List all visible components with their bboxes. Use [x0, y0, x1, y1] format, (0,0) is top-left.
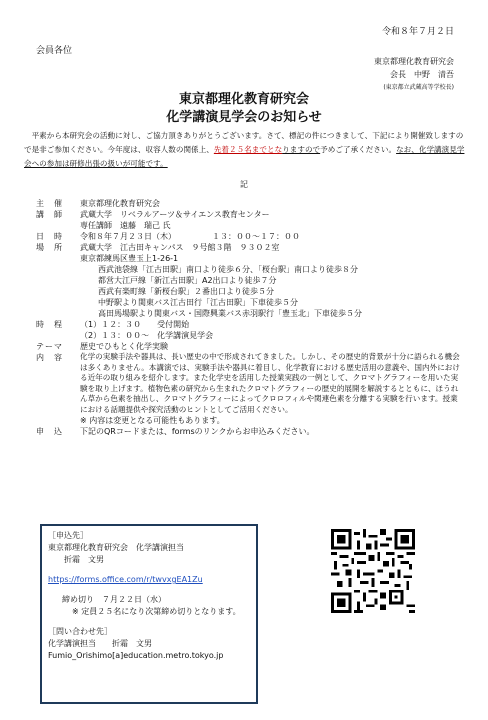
sender-block	[374, 55, 454, 94]
sender-note: (東京都立武蔵高等学校長)	[383, 84, 454, 91]
title-line-1: 東京都理化教育研究会	[178, 92, 309, 107]
application-org: 東京都理化教育研究会 化学講演担当	[48, 543, 184, 552]
intro-text-2: 予めご了承ください。	[320, 145, 397, 154]
apply-row	[36, 426, 464, 437]
access-line: 西武池袋線「江古田駅」南口より徒歩６分、「桜台駅」南口より徒歩８分	[98, 265, 358, 274]
inquiry-person: 化学講演担当 折霜 文男	[48, 639, 152, 648]
place-label: 場 所	[36, 243, 63, 252]
intro-training-notice: なお、化学講演見学会への参加は研修出張の扱いが可能です。	[24, 145, 465, 168]
content-note: ※ 内容は変更となる可能性もあります。	[80, 416, 225, 425]
intro-paragraph	[24, 129, 470, 171]
event-details	[36, 198, 464, 437]
ki-heading: 記	[240, 180, 248, 189]
place-row	[36, 242, 464, 253]
schedule-item-2: （2）１３：００～ 化学講演見学会	[80, 331, 214, 340]
sponsor-value: 東京都理化教育研究会	[80, 199, 160, 208]
lecturer-name: 専任講師 遠藤 瑞己 氏	[80, 221, 171, 230]
content-label: 内 容	[36, 353, 63, 362]
theme-row	[36, 341, 464, 352]
document-title	[0, 91, 488, 127]
intro-text-1: 平素から本研究会の活動に対し、ご協力頂きありがとうございます。さて、標記の件につきまして、下記により開催致しますので是非ご参加ください。今年度は、収容人数の関係上、	[24, 131, 464, 154]
content-row	[36, 352, 464, 415]
application-person: 折霜 文男	[64, 555, 104, 564]
forms-link[interactable]: https://forms.office.com/r/twvxgEA1Zu	[48, 575, 203, 584]
inquiry-heading: ［問い合わせ先］	[48, 627, 112, 636]
deadline: 締め切り ７月２２日（水）	[62, 595, 166, 604]
content-description: 化学の実験手法や器具は、長い歴史の中で形成されてきました。しかし、その歴史的背景が十分に語られる機会は多くありません。本講演では、実験手法や器具に着目し、化学教育における歴史活用の意義や、国内外における近年の取り組みを紹介します。また化学史を活用した授業実践の一例として、クロマトグラフィーを用いた実験を取り上げます。植物色素の研究から生まれたクロマトグラフィーの歴史的展開を解説するとともに、ほうれん草から色素を抽出し、クロマトグラフィーによってクロロフィルや関連色素を分離する実験を行います。授業における話題提供や探究活動のヒントとしてご活用ください。	[80, 352, 460, 414]
place-value: 武蔵大学 江古田キャンパス ９号館３階 ９３０２室	[80, 243, 280, 252]
access-line: 中野駅より関東バス江古田行「江古田駅」下車徒歩５分	[98, 298, 298, 307]
intro-capacity-notice: 先着２５名までとな	[213, 145, 283, 154]
application-heading: ［申込先］	[48, 531, 88, 540]
sponsor-row	[36, 198, 464, 209]
addressee: 会員各位	[36, 46, 73, 56]
sender-name: 会長 中野 清吾	[390, 70, 454, 79]
lecturer-row	[36, 209, 464, 220]
access-line: 都営大江戸線「新江古田駅」A2出口より徒歩７分	[98, 276, 277, 285]
datetime-row	[36, 231, 464, 242]
lecturer-label: 講 師	[36, 210, 63, 219]
qr-code-icon[interactable]	[331, 529, 415, 613]
apply-label: 申 込	[36, 427, 63, 436]
inquiry-email: Fumio_Orishimo[a]education.metro.tokyo.jp	[48, 651, 224, 660]
contact-box	[40, 524, 258, 704]
schedule-label: 時 程	[36, 320, 63, 329]
issue-date: 令和８年７月２日	[381, 27, 454, 37]
schedule-item-1: （1）１２：３０ 受付開始	[80, 320, 190, 329]
apply-value: 下記のQRコードまたは、formsのリンクからお申込みください。	[80, 427, 315, 436]
access-line: 西武有楽町線「新桜台駅」２番出口より徒歩５分	[98, 287, 274, 296]
sender-org: 東京都理化教育研究会	[374, 57, 454, 66]
access-line: 高田馬場駅より関東バス・国際興業バス赤羽駅行「豊玉北」下車徒歩５分	[98, 309, 362, 318]
schedule-row	[36, 319, 464, 330]
title-line-2: 化学講演見学会のお知らせ	[166, 110, 322, 125]
datetime-value: 令和８年７月２３日（木） １３：００～１７：００	[80, 232, 300, 241]
datetime-label: 日 時	[36, 232, 63, 241]
sponsor-label: 主 催	[36, 199, 63, 208]
intro-capacity-notice-2: りますので	[282, 145, 321, 154]
deadline-note: ※ 定員２５名になり次第締め切りとなります。	[72, 607, 241, 616]
theme-value: 歴史でひもとく化学実験	[80, 342, 168, 351]
theme-label: テーマ	[36, 342, 63, 351]
lecturer-value: 武蔵大学 リベラルアーツ＆サイエンス教育センター	[80, 210, 270, 219]
place-address: 東京都練馬区豊玉上1-26-1	[80, 254, 179, 263]
